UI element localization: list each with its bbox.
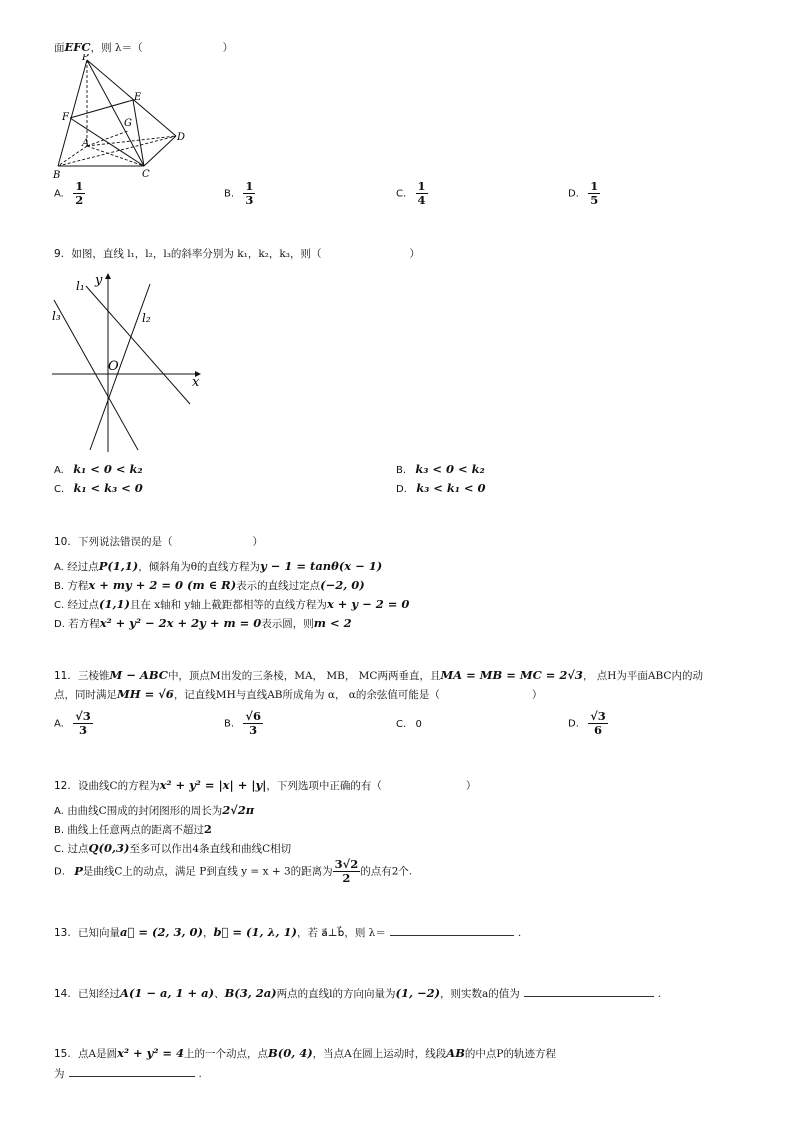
- label-l1: l₁: [76, 279, 85, 293]
- q13-answer-blank[interactable]: [390, 934, 514, 936]
- q9-stem: 9. 如图，直线 l₁，l₂，l₃的斜率分别为 k₁，k₂，k₃，则（ ）: [54, 248, 420, 260]
- q15-stem-line1: 15. 点A是圆x² + y² = 4上的一个动点，点B(0, 4)，当点A在圆上运动时，线段AB的中点P的轨迹方程: [54, 1046, 556, 1060]
- q11-option-b[interactable]: B. $\frac{√6}{3}$: [224, 709, 261, 738]
- label-p: P: [82, 54, 89, 63]
- q14-answer-blank[interactable]: [524, 995, 654, 997]
- label-x: x: [192, 375, 200, 390]
- line-l3: [54, 300, 138, 450]
- q8-option-d[interactable]: D. $\frac{1}{5}$: [568, 179, 599, 208]
- q10-option-c[interactable]: C. 经过点(1,1)且在 x轴和 y轴上截距都相等的直线方程为x + y − 2 = 0: [54, 597, 410, 611]
- q9-option-a[interactable]: A. k₁ < 0 < k₂: [54, 462, 143, 476]
- q11-option-a[interactable]: A. $\frac{√3}{3}$: [54, 709, 91, 738]
- q9-option-c[interactable]: C. k₁ < k₃ < 0: [54, 481, 143, 495]
- q11-option-d[interactable]: D. $\frac{√3}{6}$: [568, 709, 606, 738]
- q11-stem-line1: 11. 三棱锥M − ABC中，顶点M出发的三条棱，MA， MB， MC两两垂直，且MA = MB = MC = 2√3， 点H为平面ABC内的动: [54, 668, 703, 682]
- label-a: A: [82, 138, 90, 149]
- q9-option-d[interactable]: D. k₃ < k₁ < 0: [396, 481, 486, 495]
- label-d: D: [177, 132, 186, 143]
- q12-option-c[interactable]: C. 过点Q(0,3)至多可以作出4条直线和曲线C相切: [54, 841, 292, 855]
- label-y: y: [95, 273, 103, 288]
- q8-pyramid-figure: [50, 54, 190, 184]
- q15-stem-line2: 为 .: [54, 1068, 202, 1080]
- q9-option-b[interactable]: B. k₃ < 0 < k₂: [396, 462, 485, 476]
- q11-option-c[interactable]: C. 0: [396, 719, 422, 730]
- label-e: E: [134, 92, 142, 103]
- q8-option-b[interactable]: B. $\frac{1}{3}$: [224, 179, 254, 208]
- line-l1: [86, 286, 190, 404]
- q10-stem: 10. 下列说法错误的是（ ）: [54, 536, 264, 548]
- q12-stem: 12. 设曲线C的方程为x² + y² = |x| + |y|，下列选项中正确的有（ ）: [54, 778, 477, 792]
- edge-fe: [70, 100, 133, 118]
- q12-option-b[interactable]: B. 曲线上任意两点的距离不超过2: [54, 822, 212, 836]
- edge-ac: [87, 146, 144, 166]
- q8-option-c[interactable]: C. $\frac{1}{4}$: [396, 179, 426, 208]
- q15-answer-blank[interactable]: [69, 1075, 195, 1077]
- q12-option-d[interactable]: D. P是曲线C上的动点，满足 P到直线 y = x + 3的距离为 $\frac{3√2}{2}$ 的点有2个.: [54, 857, 413, 886]
- line-l2: [90, 284, 150, 450]
- label-o: O: [108, 359, 119, 374]
- label-l3: l₃: [52, 309, 61, 323]
- q14-stem: 14. 已知经过A(1 − a, 1 + a)、B(3, 2a)两点的直线l的方向向量为(1, −2)，则实数a的值为 .: [54, 986, 662, 1000]
- q9-lines-figure: [50, 268, 210, 458]
- q10-option-a[interactable]: A. 经过点P(1,1)，倾斜角为θ的直线方程为y − 1 = tanθ(x − 1): [54, 559, 383, 573]
- q8-option-a[interactable]: A. $\frac{1}{2}$: [54, 179, 84, 208]
- label-g: G: [124, 118, 132, 129]
- q12-option-a[interactable]: A. 由曲线C围成的封闭图形的周长为2√2π: [54, 803, 255, 817]
- label-c: C: [142, 169, 150, 180]
- q11-stem-line2: 点，同时满足MH = √6，记直线MH与直线AB所成角为 α， α的余弦值可能是（ ）: [54, 687, 543, 701]
- label-f: F: [62, 112, 69, 123]
- label-b: B: [53, 170, 61, 181]
- label-l2: l₂: [142, 311, 151, 325]
- q10-option-b[interactable]: B. 方程x + my + 2 = 0 (m ∈ R)表示的直线过定点(−2, 0): [54, 578, 365, 592]
- q13-stem: 13. 已知向量a⃗ = (2, 3, 0)，b⃗ = (1, λ, 1)，若 a⃗⊥b⃗，则 λ＝ .: [54, 925, 522, 939]
- q10-option-d[interactable]: D. 若方程x² + y² − 2x + 2y + m = 0表示圆，则m < 2: [54, 616, 352, 630]
- edge-bd: [58, 136, 176, 166]
- q8-stem: 面EFC，则 λ＝（ ）: [54, 40, 234, 54]
